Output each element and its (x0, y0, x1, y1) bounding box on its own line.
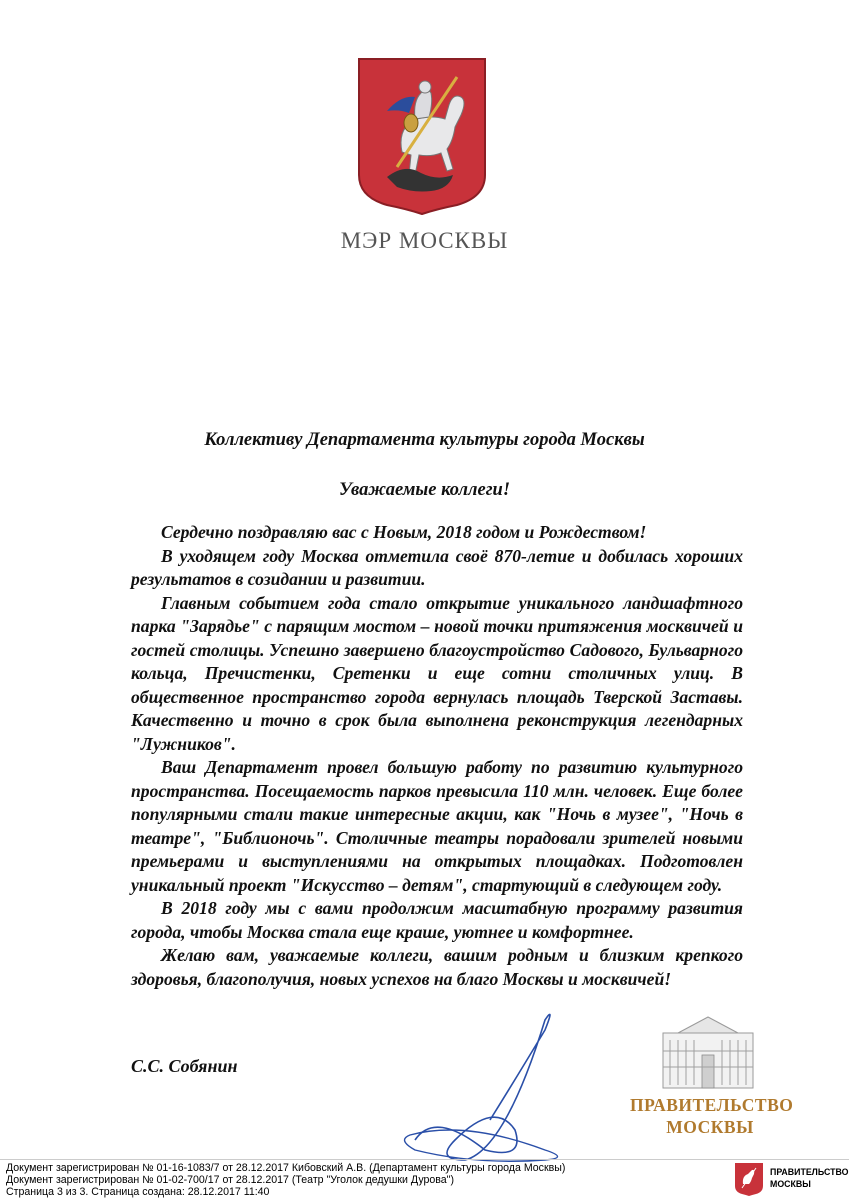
moscow-coat-of-arms-icon (357, 57, 487, 215)
footer-page-info: Страница 3 из 3. Страница создана: 28.12.2017 11:40 (6, 1186, 270, 1198)
footer-gov-line-2: МОСКВЫ (770, 1179, 811, 1189)
mayor-title: МЭР МОСКВЫ (340, 228, 509, 253)
footer-gov-line-1: ПРАВИТЕЛЬСТВО (770, 1167, 849, 1177)
stamp-line-2: МОСКВЫ (666, 1117, 754, 1137)
letter-paragraph: В уходящем году Москва отметила своё 870-летие и добилась хороших результатов в созидании и развитии. (131, 545, 743, 589)
letter-paragraph: Главным событием года стало открытие уникального ландшафтного парка "Зарядье" с парящим мостом – новой точки притяжения москвичей и гостей столицы. Успешно завершено благоустройство Садового, Бульварного кольца, Пречистенки, Сретенки и еще сотни столичных улиц. В общественное пространство города вернулась площадь Тверской Заставы. Качественно и точно в срок была выполнена реконструкция легендарных "Лужников". (131, 592, 743, 754)
handwritten-signature (395, 1000, 575, 1165)
moscow-government-logo-icon (734, 1162, 764, 1197)
footer-government-label (770, 1166, 848, 1190)
footer-registration-line-2: Документ зарегистрирован № 01-02-700/17 от 28.12.2017 (Театр "Уголок дедушки Дурова") (6, 1174, 454, 1186)
footer-divider (0, 1159, 849, 1160)
government-stamp (630, 1015, 794, 1145)
signer-name: С.С. Собянин (131, 1056, 238, 1076)
footer-registration-line-1: Документ зарегистрирован № 01-16-1083/7 от 28.12.2017 Кибовский А.В. (Департамент культуры города Москвы) (6, 1162, 566, 1174)
registration-footer (6, 1162, 565, 1198)
letter-paragraph: Ваш Департамент провел большую работу по развитию культурного пространства. Посещаемость парков превысила 110 млн. человек. Еще более популярными стали такие интересные акции, как "Ночь в музее", "Ночь в театре", "Библионочь". Столичные театры порадовали зрителей новыми премьерами и выступлениями на открытых площадках. Подготовлен уникальный проект "Искусство – детям", стартующий в следующем году. (131, 757, 743, 895)
letter-body (131, 521, 743, 991)
letter-addressee: Коллективу Департамента культуры города Москвы (204, 430, 645, 450)
letter-paragraph: Сердечно поздравляю вас с Новым, 2018 годом и Рождеством! (161, 522, 647, 542)
letter-paragraph: В 2018 году мы с вами продолжим масштабную программу развития города, чтобы Москва стала еще краше, уютнее и комфортнее. (131, 898, 743, 942)
government-building-icon (658, 1015, 758, 1090)
letter-paragraph: Желаю вам, уважаемые коллеги, вашим родным и близким крепкого здоровья, благополучия, новых успехов на благо Москвы и москвичей! (131, 945, 743, 989)
letter-salutation: Уважаемые коллеги! (338, 480, 511, 500)
stamp-line-1: ПРАВИТЕЛЬСТВО (630, 1095, 794, 1115)
